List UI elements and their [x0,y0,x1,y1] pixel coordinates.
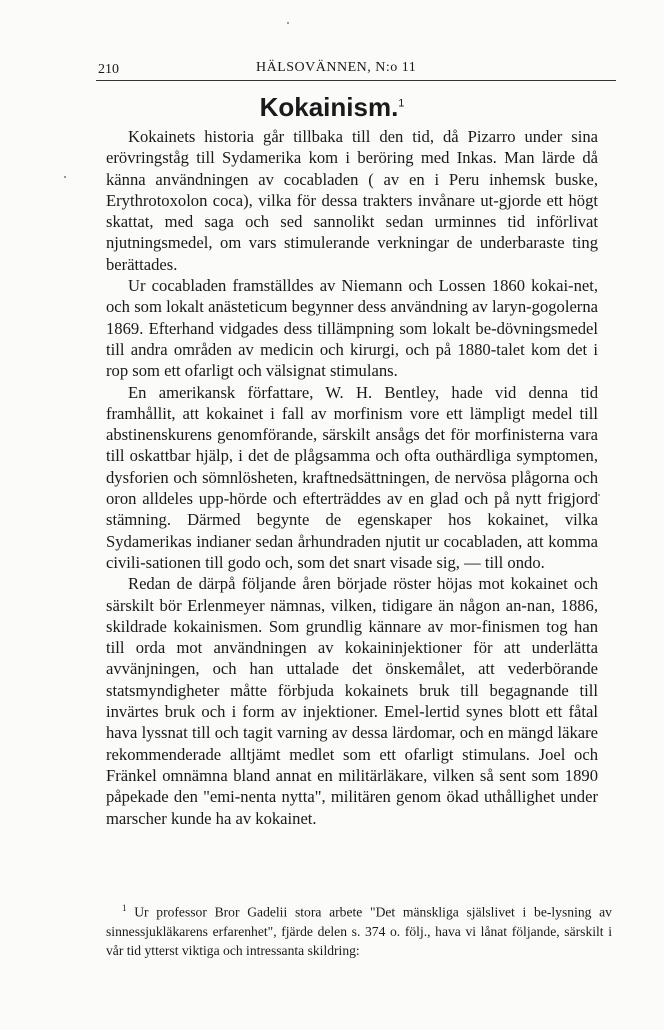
scan-speck [64,176,66,178]
article-title [0,92,664,123]
paragraph-3: En amerikansk författare, W. H. Bentley, hade vid denna tid framhållit, att kokainet i fall av morfinism vore ett lämpligt medel till abstinenskurens genomförande, särskilt ansågs det för morfinisterna vara till oskattbar hjälp, i det de plågsamma och ofta outhärdliga symptomen, dysforien och sömnlösheten, kraftnedsättningen, de nervösa plågorna och oron alldeles upp-hörde och efterträddes av en glad och på nytt frigjord stämning. Därmed begynte de egenskaper hos kokainet, vilka Sydamerikas indianer sedan århundraden njutit ur cocabladen, att komma civili-sationen till godo och, som det snart visade sig, — till ondo. [106,382,598,572]
page-number: 210 [98,62,119,77]
running-title: HÄLSOVÄNNEN, N:o 11 [256,60,417,75]
paragraph-4: Redan de därpå följande åren började röster höjas mot kokainet och särskilt bör Erlenmeyer nämnas, vilken, tidigare än någon an-nan, 1886, skildrade kokainismen. Som grundlig kännare av mor-finismen tog han till orda mot användningen av kokaininjektioner för att underlätta avvänjningen, och han uttalade det önskemålet, att vederbörande statsmyndigheter måtte förbjuda kokainets bruk till begagnande till invärtes bruk och i form av injektioner. Emel-lertid synes blott ett fåtal hava lyssnat till och tagit varning av dessa lärdomar, och en mängd läkare rekommenderade alltjämt medlet som ett ofarligt stimulans. Joel och Fränkel omnämna bland annat en militärläkare, vilken så sent som 1890 påpekade den "emi-nenta nytta", militären genom ökad uthållighet under marscher kunde ha av kokainet. [106,574,598,828]
footnote-reference: 1 [398,97,405,110]
footnote-body [106,899,612,960]
scan-speck [287,22,289,24]
footnote [106,899,612,960]
article-body [106,126,598,829]
paragraph-2: Ur cocabladen framställdes av Niemann och Lossen 1860 kokai-net, och som lokalt anästeticum begynner dess användning av laryn-gogolerna 1869. Efterhand vidgades dess tillämpning som lokalt be-dövningsmedel till andra områden av medicin och kirurgi, och på 1880-talet kom det i rop som ett ofarligt och välsignat stimulans. [106,276,598,381]
running-header [96,60,616,81]
paragraph-1: Kokainets historia går tillbaka till den tid, då Pizarro under sina erövringståg till Sydamerika kom i beröring med Inkas. Man lärde då känna användningen av cocabladen ( av en i Peru inhemsk buske, Erythrotoxolon coca), vilka för dessa trakters invånare ut-gjorde ett högt skattat, med saga och sed sannolikt sedan urminnes tid införlivat njutningsmedel, om vars stimulerande verkningar de underbaraste ting berättades. [106,127,598,274]
footnote-text: Ur professor Bror Gadelii stora arbete "Det mänskliga själslivet i be-lysning av sinnessjukläkarens erfarenhet", fjärde delen s. 374 o. följ., hava vi lånat följande, särskilt i vår tid ytterst viktiga och intressanta skildring: [106,904,612,958]
footnote-marker: 1 [122,903,127,913]
scan-speck [598,494,600,496]
article-title-text: Kokainism. [259,92,399,122]
